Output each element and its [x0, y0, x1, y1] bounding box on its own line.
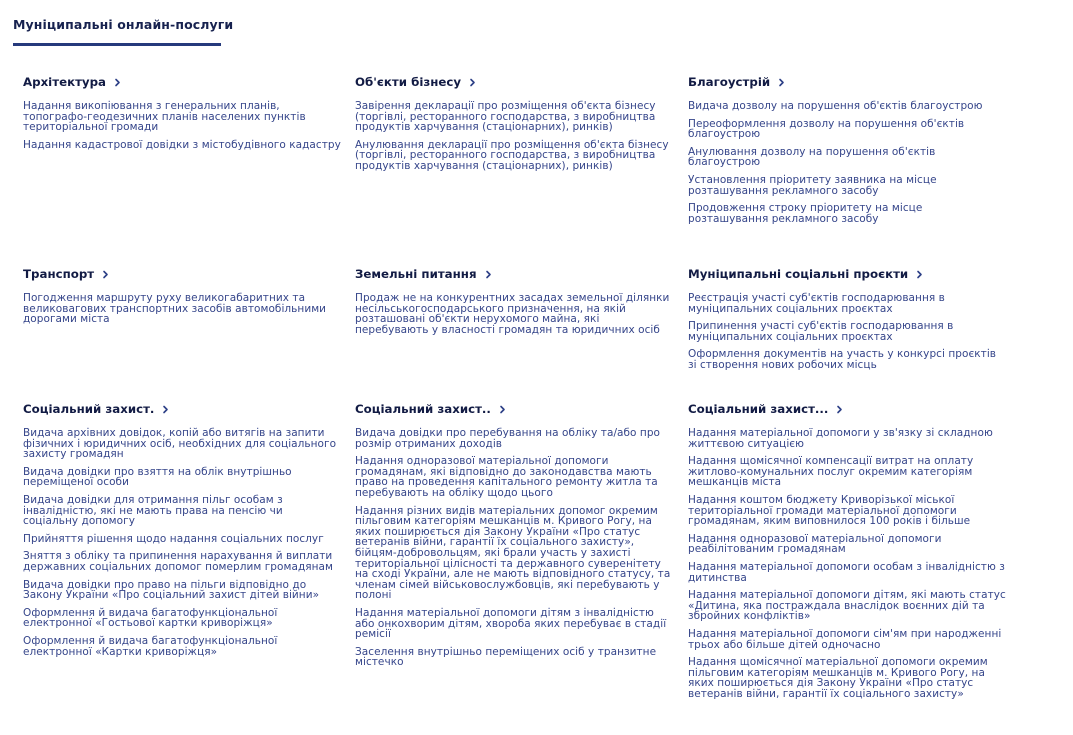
service-link[interactable]: Заселення внутрішньо переміщених осіб у транзитне містечко	[355, 645, 657, 669]
category-title: Соціальний захист...	[688, 402, 829, 416]
service-link[interactable]: Припинення участі суб'єктів господарювання в муніципальних соціальних проєктах	[688, 320, 954, 343]
service-link[interactable]: Анулювання декларації про розміщення об'єкта бізнесу (торгівлі, ресторанного господарства, з виробництва продуктів харчування (стаціонарних), ринків)	[355, 138, 669, 172]
service-link[interactable]: Анулювання дозволу на порушення об'єктів благоустрою	[688, 145, 936, 169]
service-category	[23, 75, 341, 157]
service-link[interactable]: Надання матеріальної допомоги особам з інвалідністю з дитинства	[688, 560, 1005, 584]
service-link[interactable]: Видача довідки для отримання пільг особам з інвалідністю, які не мають права на пенсію чи соціальну допомогу	[23, 493, 283, 528]
service-category	[355, 267, 673, 342]
category-heading-link[interactable]	[688, 402, 1006, 416]
category-heading-link[interactable]	[355, 267, 673, 281]
chevron-right-icon	[835, 405, 844, 414]
category-heading-link[interactable]	[23, 75, 341, 89]
service-category	[23, 402, 341, 664]
page-title-tab[interactable]: Муніципальні онлайн-послуги	[13, 17, 234, 32]
chevron-right-icon	[484, 270, 493, 279]
service-links-list	[355, 293, 673, 342]
service-link[interactable]: Надання щомісячної матеріальної допомоги окремим пільговим категоріям мешканців м. Кривого Рогу, на яких поширюється дія Закону України «Про статус ветеранів війни, гарантії їх соціального захисту»	[688, 656, 988, 700]
service-links-list	[355, 101, 673, 179]
category-title: Муніципальні соціальні проєкти	[688, 267, 909, 281]
service-link[interactable]: Оформлення й видача багатофункціональної електронної «Картки криворіжця»	[23, 634, 278, 658]
service-links-list	[688, 101, 1006, 231]
service-link[interactable]: Оформлення документів на участь у конкурсі проєктів зі створення нових робочих місць	[688, 348, 997, 371]
category-title: Архітектура	[23, 75, 107, 89]
chevron-right-icon	[777, 78, 786, 87]
service-link[interactable]: Продовження строку пріоритету на місце розташування рекламного засобу	[688, 202, 923, 225]
tab-active-underline	[13, 43, 221, 46]
chevron-right-icon	[101, 270, 110, 279]
service-category	[688, 402, 1006, 706]
service-category	[688, 75, 1006, 231]
category-heading-link[interactable]	[688, 267, 1006, 281]
service-link[interactable]: Реєстрація участі суб'єктів господарювання в муніципальних соціальних проєктах	[688, 292, 945, 315]
service-link[interactable]: Надання різних видів матеріальних допомог окремим пільговим категоріям мешканців м. Кривого Рогу, на яких поширюється дія Закону України «Про статус ветеранів війни, гарантії їх соціального захисту», бійцям-добровольцям, які брали участь у захисті територіальної цілісності та державного суверенітету на сході України, але не мають відповідного статусу, та членам сімей військовослужбовців, які перебувають у полоні	[355, 504, 671, 602]
category-title: Благоустрій	[688, 75, 771, 89]
chevron-right-icon	[161, 405, 170, 414]
category-heading-link[interactable]	[355, 75, 673, 89]
chevron-right-icon	[498, 405, 507, 414]
category-title: Транспорт	[23, 267, 95, 281]
service-link[interactable]: Зняття з обліку та припинення нарахування й виплати державних соціальних допомог померлим громадянам	[23, 550, 334, 573]
service-link[interactable]: Видача довідки про право на пільги відповідно до Закону України «Про соціальний захист дітей війни»	[23, 578, 320, 602]
service-link[interactable]: Прийняття рішення щодо надання соціальних послуг	[23, 532, 324, 545]
category-title: Земельні питання	[355, 267, 477, 281]
service-links-list	[23, 101, 341, 157]
service-link[interactable]: Надання кадастрової довідки з містобудівного кадастру	[23, 138, 341, 151]
service-link[interactable]: Надання матеріальної допомоги дітям з інвалідністю або онкохворим дітям, хвороба яких перебуває в стадії ремісії	[355, 606, 667, 641]
service-link[interactable]: Видача дозволу на порушення об'єктів благоустрою	[688, 100, 983, 112]
service-link[interactable]: Видача довідки про перебування на обліку та/або про розмір отриманих доходів	[355, 427, 661, 450]
service-link[interactable]: Надання матеріальної допомоги сім'ям при народженні трьох або більше дітей одночасно	[688, 627, 1002, 651]
category-heading-link[interactable]	[355, 402, 673, 416]
service-links-list	[688, 293, 1006, 378]
service-link[interactable]: Надання матеріальної допомоги у зв'язку зі складною життєвою ситуацією	[688, 427, 993, 450]
category-title: Соціальний захист.	[23, 402, 155, 416]
category-heading-link[interactable]	[23, 267, 341, 281]
service-category	[688, 267, 1006, 378]
chevron-right-icon	[113, 78, 122, 87]
service-link[interactable]: Надання коштом бюджету Криворізької міської територіальної громади матеріальної допомоги громадянам, яким виповнилося 100 років і більше	[688, 493, 971, 528]
service-link[interactable]: Оформлення й видача багатофункціональної електронної «Гостьової картки криворіжця»	[23, 606, 278, 630]
service-links-list	[23, 428, 341, 664]
category-title: Соціальний захист..	[355, 402, 491, 416]
service-links-list	[688, 428, 1006, 706]
chevron-right-icon	[915, 270, 924, 279]
service-category	[23, 267, 341, 332]
service-link[interactable]: Надання одноразової матеріальної допомоги громадянам, які відповідно до законодавства мають право на проведення капітального ремонту житла та перебувають на обліку щодо цього	[355, 455, 658, 499]
service-link[interactable]: Надання матеріальної допомоги дітям, які мають статус «Дитина, яка постраждала внаслідок воєнних дій та збройних конфліктів»	[688, 589, 1006, 623]
service-category	[355, 75, 673, 179]
service-links-list	[355, 428, 673, 675]
chevron-right-icon	[468, 78, 477, 87]
service-category	[355, 402, 673, 675]
service-link[interactable]: Видача архівних довідок, копій або витягів на запити фізичних і юридичних осіб, необхідних для соціального захисту громадян	[23, 427, 337, 461]
service-link[interactable]: Установлення пріоритету заявника на місце розташування рекламного засобу	[688, 173, 937, 197]
service-link[interactable]: Завірення декларації про розміщення об'єкта бізнесу (торгівлі, ресторанного господарства, з виробництва продуктів харчування (стаціонарних), ринків)	[355, 100, 656, 134]
service-link[interactable]: Продаж не на конкурентних засадах земельної ділянки несільськогосподарського призначення, на якій розташовані об'єкти нерухомого майна, які перебувають у власності громадян та юридичних осіб	[355, 292, 670, 336]
category-title: Об'єкти бізнесу	[355, 75, 462, 89]
service-link[interactable]: Переоформлення дозволу на порушення об'єктів благоустрою	[688, 117, 965, 141]
service-link[interactable]: Надання викопіювання з генеральних планів, топографо-геодезичних планів населених пунктів територіальної громади	[23, 100, 306, 134]
service-link[interactable]: Погодження маршруту руху великогабаритних та великовагових транспортних засобів автомобільними дорогами міста	[23, 292, 327, 326]
service-link[interactable]: Видача довідки про взяття на облік внутрішньо переміщеної особи	[23, 465, 292, 489]
service-links-list	[23, 293, 341, 332]
service-link[interactable]: Надання одноразової матеріальної допомоги реабілітованим громадянам	[688, 532, 942, 556]
service-link[interactable]: Надання щомісячної компенсації витрат на оплату житлово-комунальних послуг окремим категоріям мешканців міста	[688, 455, 974, 489]
category-heading-link[interactable]	[23, 402, 341, 416]
category-heading-link[interactable]	[688, 75, 1006, 89]
